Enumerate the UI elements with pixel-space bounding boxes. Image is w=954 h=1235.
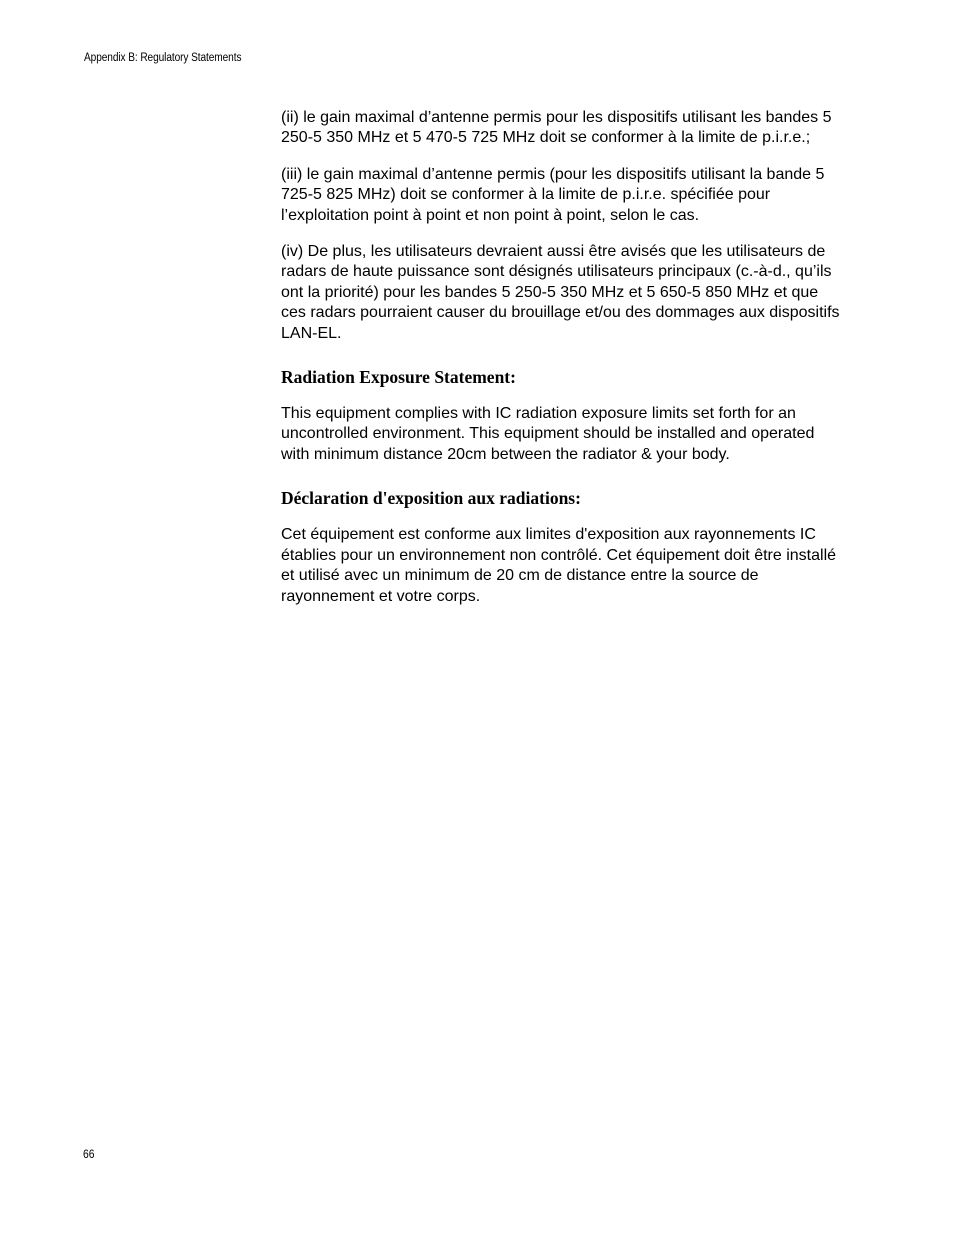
main-content — [281, 108, 841, 623]
radiation-exposure-text: This equipment complies with IC radiation exposure limits set forth for an uncontrolled environment. This equipment should be installed and operated with minimum distance 20cm between the radiator & your body. — [281, 405, 815, 463]
paragraph-iv: (iv) De plus, les utilisateurs devraient aussi être avisés que les utilisateurs de radars de haute puissance sont désignés utilisateurs principaux (c.-à-d., qu’ils ont la priorité) pour les bandes 5 250-5 350 MHz et 5 650-5 850 MHz et que ces radars pourraient causer du brouillage et/ou des dommages aux dispositifs LAN-EL. — [281, 243, 840, 342]
declaration-exposition-heading: Déclaration d'exposition aux radiations: — [281, 488, 581, 509]
paragraph-ii: (ii) le gain maximal d’antenne permis pour les dispositifs utilisant les bandes 5 250-5 350 MHz et 5 470-5 725 MHz doit se conformer à la limite de p.i.r.e.; — [281, 109, 832, 147]
page-number: 66 — [83, 1149, 95, 1161]
running-header: Appendix B: Regulatory Statements — [84, 52, 242, 64]
paragraph-iii: (iii) le gain maximal d’antenne permis (pour les dispositifs utilisant la bande 5 725-5 825 MHz) doit se conformer à la limite de p.i.r.e. spécifiée pour l’exploitation point à point et non point à point, selon le cas. — [281, 165, 825, 224]
declaration-exposition-text: Cet équipement est conforme aux limites d'exposition aux rayonnements IC établies pour un environnement non contrôlé. Cet équipement doit être installé et utilisé avec un minimum de 20 cm de distance entre la source de rayonnement et votre corps. — [281, 526, 837, 605]
radiation-exposure-heading: Radiation Exposure Statement: — [281, 367, 516, 388]
